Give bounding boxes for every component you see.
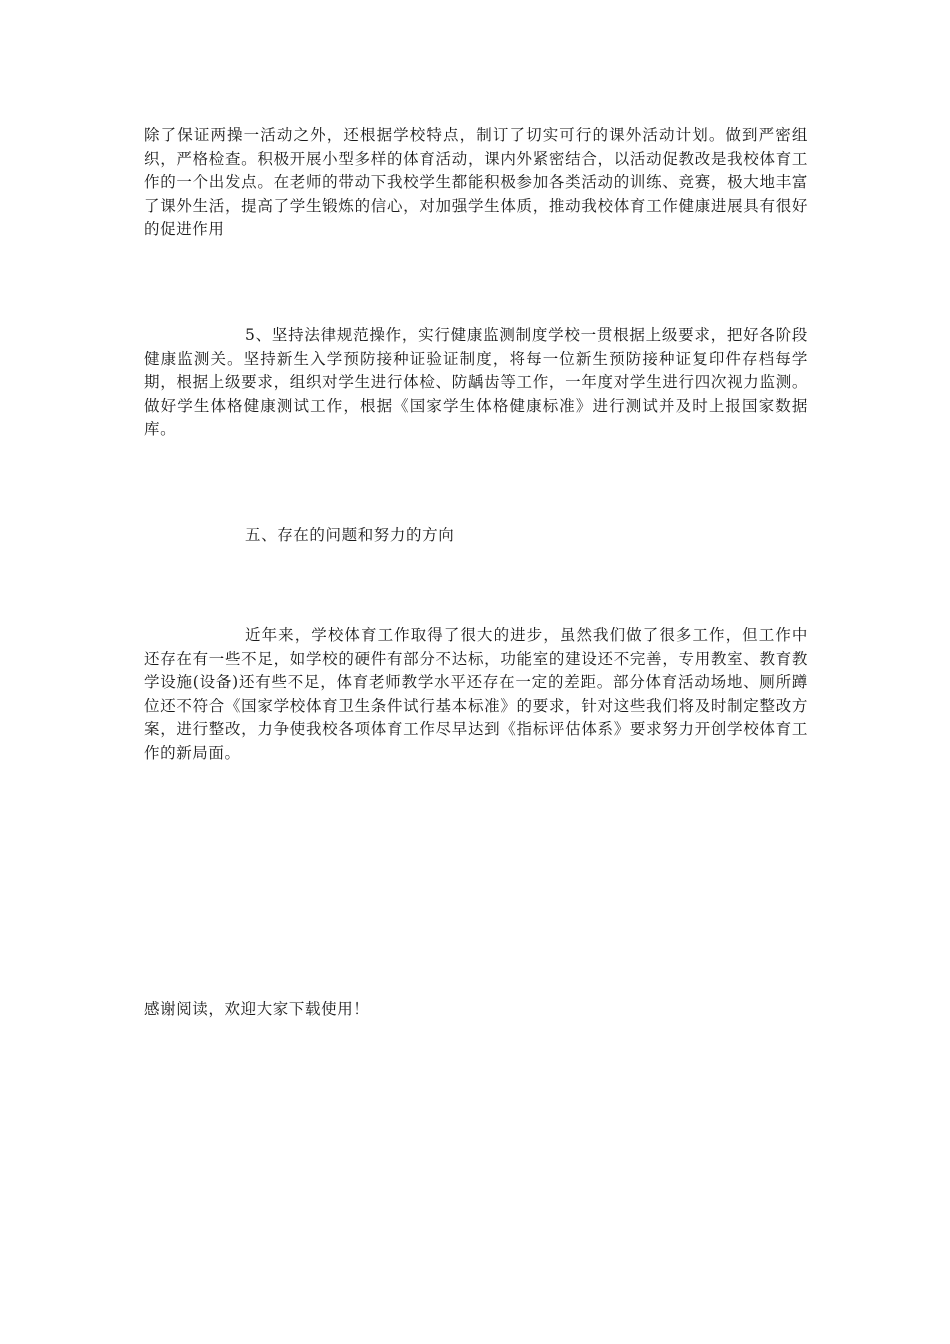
section-heading-problems-and-direction: 五、存在的问题和努力的方向 [245, 526, 455, 544]
paragraph-extracurricular-activities: 除了保证两操一活动之外，还根据学校特点，制订了切实可行的课外活动计划。做到严密组织，严格检查。积极开展小型多样的体育活动，课内外紧密结合，以活动促教改是我校体育工作的一个出发点。在老师的带动下我校学生都能积极参加各类活动的训练、竞赛，极大地丰富了课外生活，提高了学生锻炼的信心，对加强学生体质，推动我校体育工作健康进展具有很好的促进作用 [144, 126, 808, 238]
closing-thanks-line: 感谢阅读，欢迎大家下载使用！ [144, 1000, 370, 1018]
paragraph-existing-problems: 近年来，学校体育工作取得了很大的进步，虽然我们做了很多工作，但工作中还存在有一些不足，如学校的硬件有部分不达标，功能室的建设还不完善，专用教室、教育教学设施(设备)还有些不足，体育老师教学水平还存在一定的差距。部分体育活动场地、厕所蹲位还不符合《国家学校体育卫生条件试行基本标准》的要求，针对这些我们将及时制定整改方案，进行整改，力争使我校各项体育工作尽早达到《指标评估体系》要求努力开创学校体育工作的新局面。 [144, 626, 809, 762]
paragraph-health-monitoring: 5、坚持法律规范操作，实行健康监测制度学校一贯根据上级要求，把好各阶段健康监测关。坚持新生入学预防接种证验证制度，将每一位新生预防接种证复印件存档每学期，根据上级要求，组织对学生进行体检、防龋齿等工作，一年度对学生进行四次视力监测。做好学生体格健康测试工作，根据《国家学生体格健康标准》进行测试并及时上报国家数据库。 [144, 326, 808, 438]
